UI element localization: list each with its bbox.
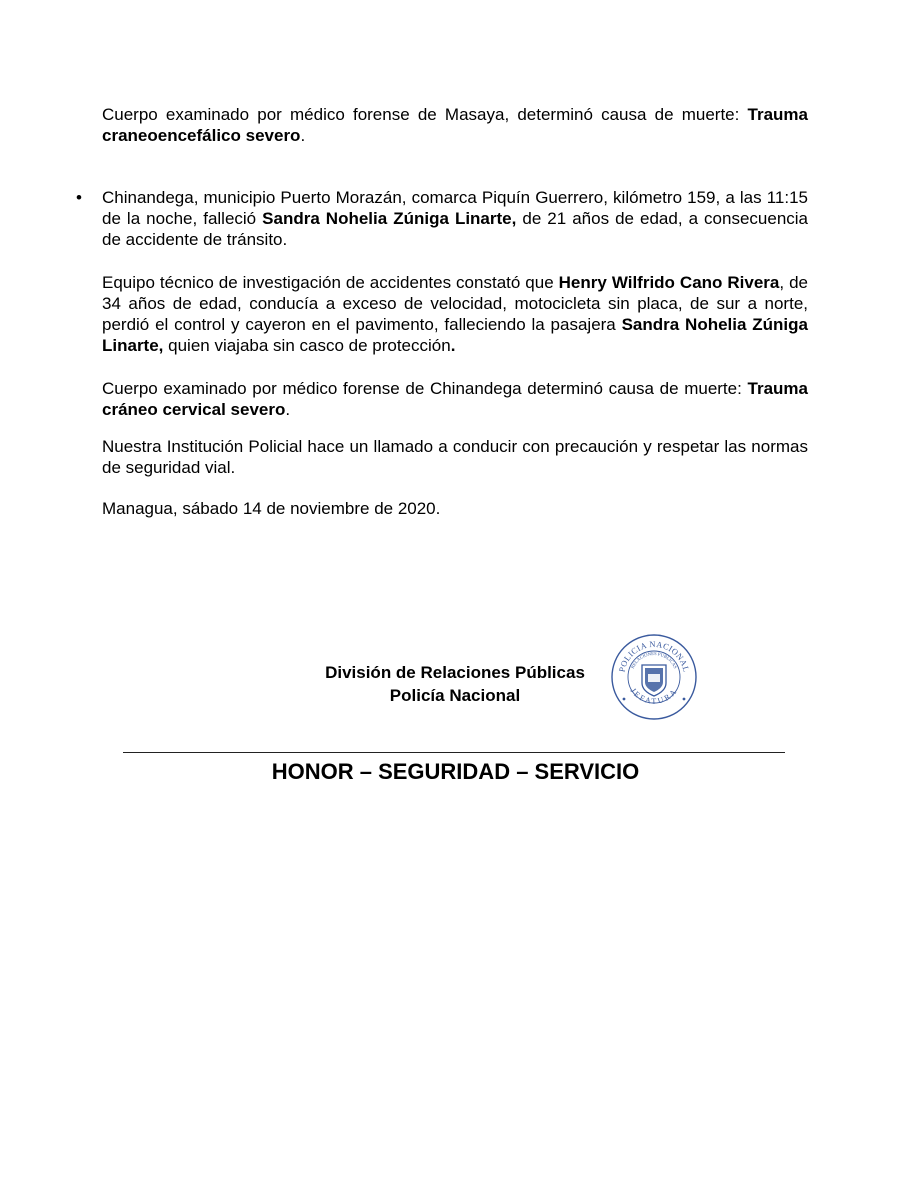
bold-text: Sandra Nohelia Zúniga Linarte, <box>262 209 517 228</box>
seal-top-text: POLICIA NACIONAL <box>617 639 691 673</box>
text: Cuerpo examinado por médico forense de Masaya, determinó causa de muerte: <box>102 105 748 124</box>
text: , de 34 años de edad, conducía a exceso de velocidad, motocicleta sin placa, de sur a norte, perdió el control y cayeron en el pavimento, falleciendo la pasajera <box>102 273 809 334</box>
police-seal-icon <box>610 633 698 721</box>
bold-text: . <box>450 336 456 355</box>
signature-division: División de Relaciones Públicas <box>325 663 585 682</box>
text: Equipo técnico de investigación de accidentes constató que <box>102 273 559 292</box>
signature-block <box>300 661 610 707</box>
bold-text: Trauma cráneo cervical severo <box>102 379 808 419</box>
bold-text: Sandra Nohelia Zúniga Linarte, <box>102 315 808 355</box>
svg-text:POLICIA NACIONAL <box>617 640 690 673</box>
paragraph-investigation <box>102 272 808 356</box>
paragraph-chinandega-incident <box>102 187 808 250</box>
institutional-motto: HONOR – SEGURIDAD – SERVICIO <box>271 759 640 784</box>
paragraph-date: Managua, sábado 14 de noviembre de 2020. <box>102 499 441 518</box>
text: Cuerpo examinado por médico forense de Chinandega determinó causa de muerte: <box>102 379 748 398</box>
text: . <box>300 126 306 145</box>
paragraph-masaya-cause <box>102 104 808 146</box>
text: . <box>285 400 291 419</box>
divider-line <box>123 752 785 753</box>
text: de 21 años de edad, a consecuencia de accidente de tránsito. <box>102 209 808 249</box>
seal-inner-text: RELACIONES PUBLICAS <box>629 650 679 670</box>
bold-text: Trauma craneoencefálico severo <box>102 105 808 145</box>
text: Chinandega, municipio Puerto Morazán, comarca Piquín Guerrero, kilómetro 159, a las 11:15 de la noche, falleció <box>102 188 808 228</box>
paragraph-chinandega-cause <box>102 378 808 420</box>
seal-bottom-text: JEFATURA <box>628 686 680 706</box>
bullet-marker: • <box>76 188 82 207</box>
text: quien viajaba sin casco de protección <box>163 336 451 355</box>
signature-institution: Policía Nacional <box>389 686 521 705</box>
bold-text: Henry Wilfrido Cano Rivera <box>558 273 780 292</box>
paragraph-call-to-action: Nuestra Institución Policial hace un llamado a conducir con precaución y respetar las normas de seguridad vial. <box>102 437 808 477</box>
